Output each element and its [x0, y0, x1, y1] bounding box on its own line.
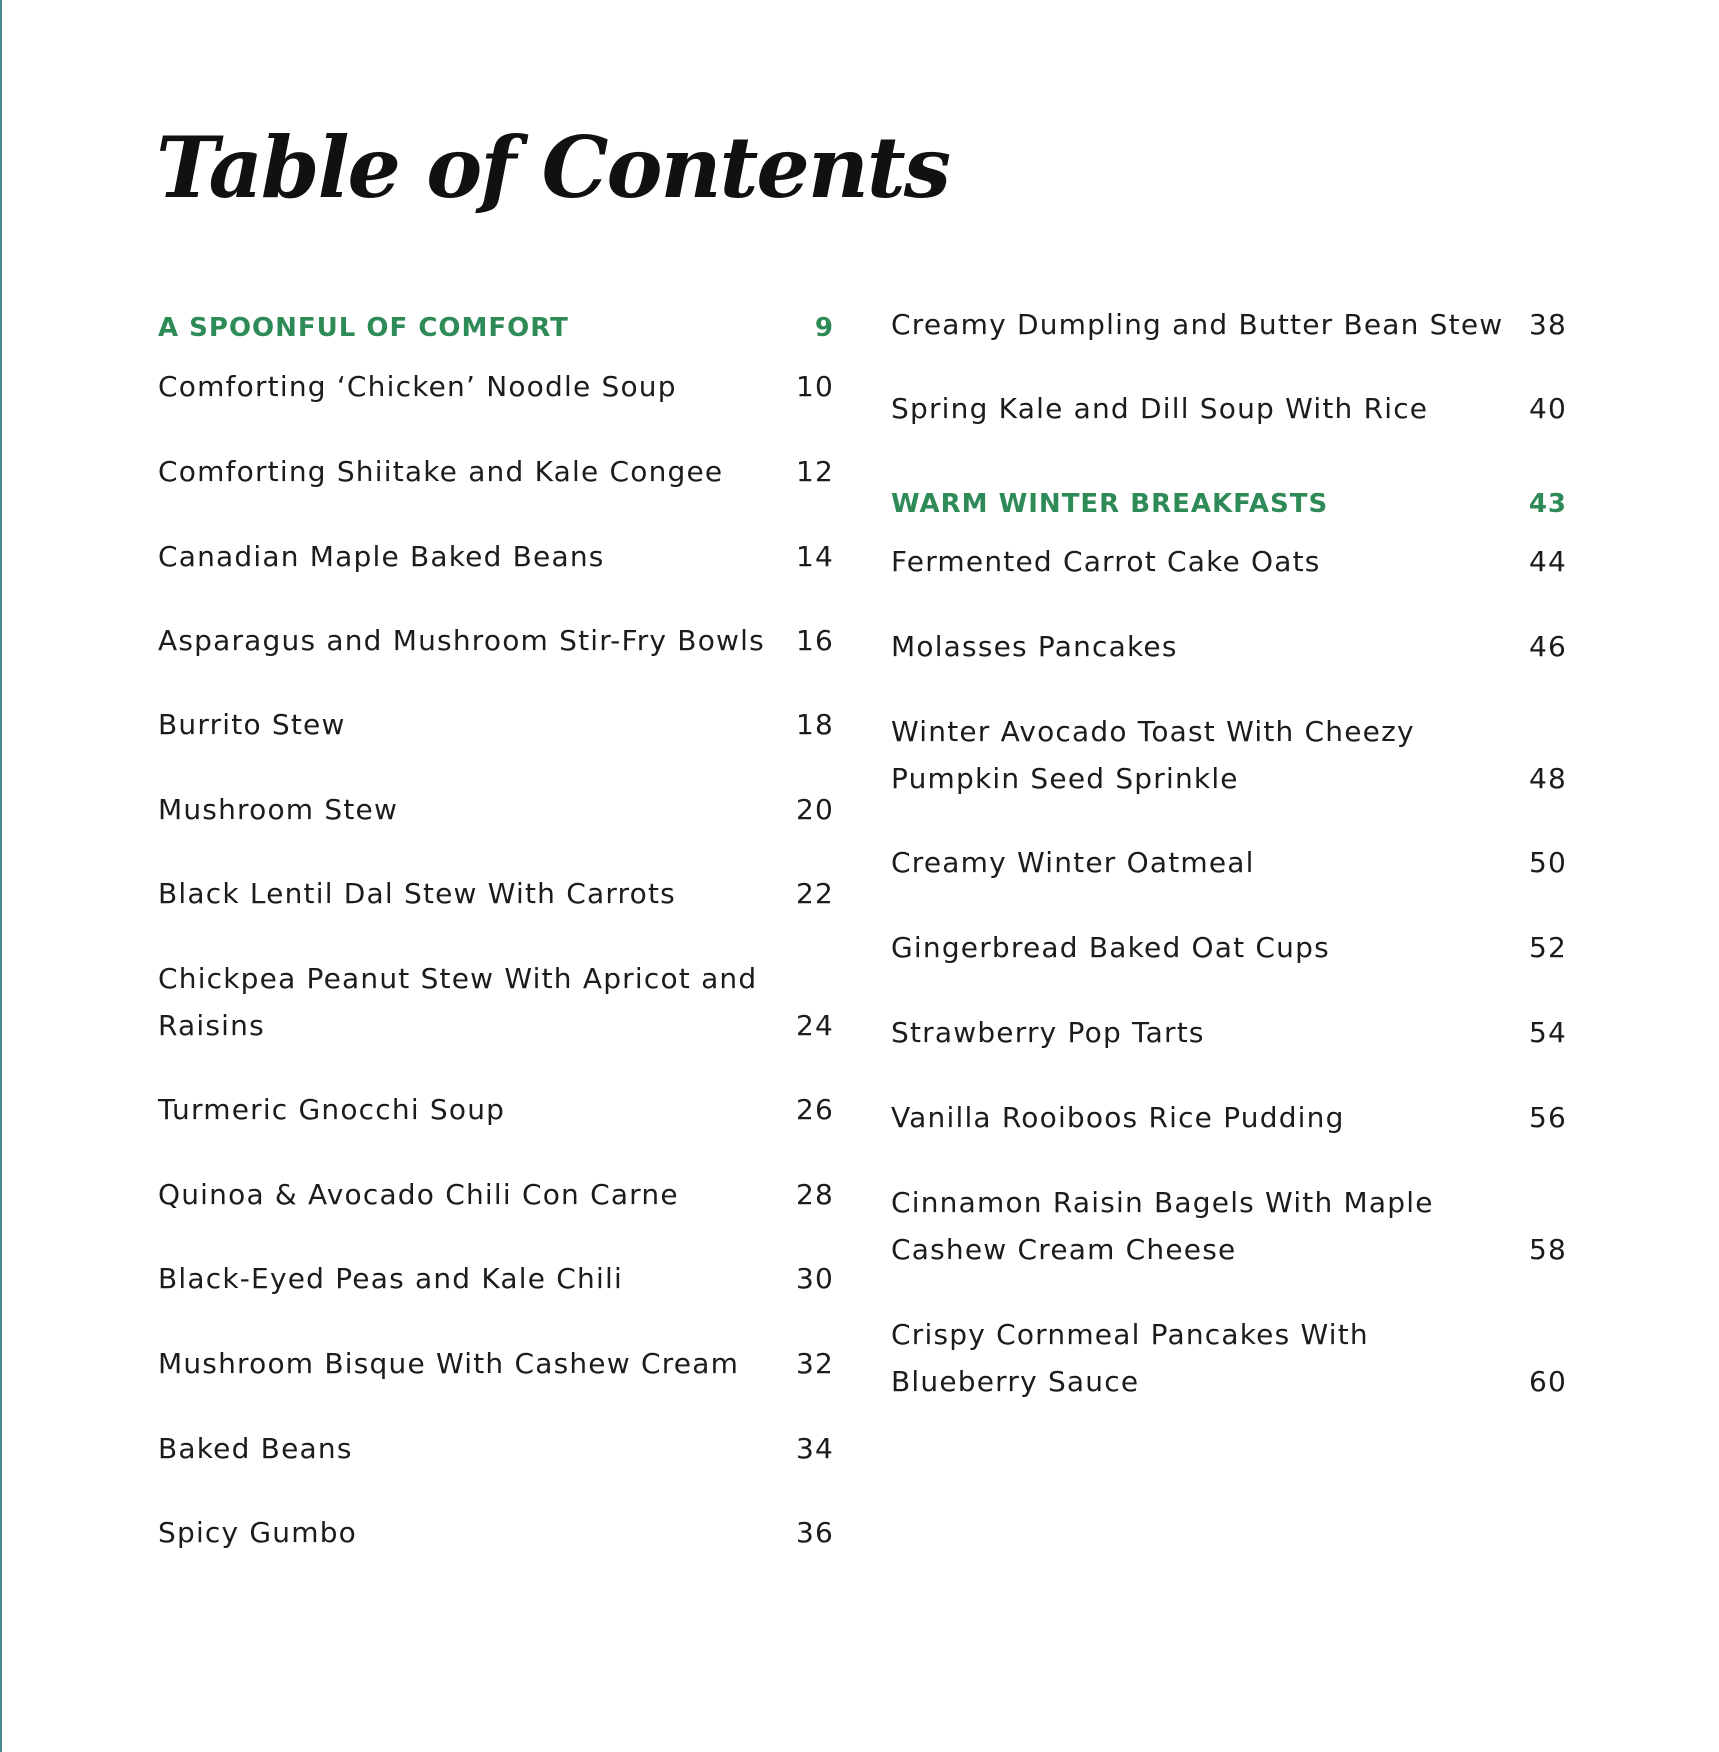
- toc-entry[interactable]: [158, 1086, 834, 1133]
- toc-entry-page: 32: [795, 1347, 834, 1380]
- toc-entry-page: 43: [1528, 489, 1567, 519]
- toc-entry[interactable]: [891, 385, 1567, 432]
- toc-entry-page: 20: [795, 793, 834, 826]
- toc-entry-page: 58: [1528, 1233, 1567, 1266]
- toc-entry[interactable]: [158, 448, 834, 495]
- toc-entry-page: 46: [1528, 630, 1567, 663]
- page-title: Table of Contents: [156, 118, 949, 217]
- toc-entry-page: 9: [814, 313, 834, 343]
- toc-entry[interactable]: [158, 1255, 834, 1302]
- toc-entry[interactable]: [158, 1340, 834, 1387]
- toc-entry-label: Cinnamon Raisin Bagels With Maple Cashew Cream Cheese: [891, 1186, 1434, 1266]
- toc-entry-label: Comforting ‘Chicken’ Noodle Soup: [158, 370, 677, 403]
- toc-entry-page: 56: [1528, 1101, 1567, 1134]
- toc-entry-page: 28: [795, 1178, 834, 1211]
- toc-entry[interactable]: [891, 1311, 1567, 1405]
- toc-entry-label: Molasses Pancakes: [891, 630, 1178, 663]
- toc-entry-page: 38: [1528, 308, 1567, 341]
- toc-entry-label: Baked Beans: [158, 1432, 353, 1465]
- toc-entry[interactable]: [158, 870, 834, 917]
- toc-entry-page: 50: [1528, 846, 1567, 879]
- toc-entry-label: Quinoa & Avocado Chili Con Carne: [158, 1178, 679, 1211]
- toc-entry-page: 16: [795, 624, 834, 657]
- toc-entry-label: Spring Kale and Dill Soup With Rice: [891, 392, 1429, 425]
- toc-entry[interactable]: [158, 955, 834, 1049]
- toc-entry[interactable]: [891, 924, 1567, 971]
- toc-entry-page: 60: [1528, 1365, 1567, 1398]
- toc-entry-label: Vanilla Rooiboos Rice Pudding: [891, 1101, 1345, 1134]
- toc-entry-page: 22: [795, 877, 834, 910]
- toc-entry-label: Strawberry Pop Tarts: [891, 1016, 1205, 1049]
- page-spine-edge: [0, 0, 2, 1752]
- toc-entry-label: Creamy Dumpling and Butter Bean Stew: [891, 308, 1504, 341]
- toc-entry-page: 30: [795, 1262, 834, 1295]
- toc-entry-label: Burrito Stew: [158, 708, 346, 741]
- toc-entry-page: 36: [795, 1516, 834, 1549]
- toc-entry-label: Black Lentil Dal Stew With Carrots: [158, 877, 676, 910]
- toc-entry-page: 12: [795, 455, 834, 488]
- toc-entry-page: 14: [795, 540, 834, 573]
- toc-entry-label: Gingerbread Baked Oat Cups: [891, 931, 1330, 964]
- toc-entry-label: Chickpea Peanut Stew With Apricot and Raisins: [158, 962, 758, 1042]
- toc-entry[interactable]: [891, 1179, 1567, 1273]
- toc-entry-label: Asparagus and Mushroom Stir-Fry Bowls: [158, 624, 765, 657]
- toc-entry[interactable]: [158, 701, 834, 748]
- toc-entry-label: Mushroom Bisque With Cashew Cream: [158, 1347, 740, 1380]
- toc-entry-label: WARM WINTER BREAKFASTS: [891, 489, 1329, 519]
- toc-entry[interactable]: [891, 1094, 1567, 1141]
- toc-entry[interactable]: [158, 363, 834, 410]
- toc-entry[interactable]: [891, 1009, 1567, 1056]
- toc-entry[interactable]: [158, 533, 834, 580]
- toc-entry-label: Crispy Cornmeal Pancakes With Blueberry Sauce: [891, 1318, 1369, 1398]
- toc-entry[interactable]: [891, 839, 1567, 886]
- toc-section-heading[interactable]: [891, 481, 1567, 528]
- toc-entry[interactable]: [891, 708, 1567, 802]
- toc-entry-label: Canadian Maple Baked Beans: [158, 540, 605, 573]
- toc-entry[interactable]: [891, 623, 1567, 670]
- toc-entry-page: 52: [1528, 931, 1567, 964]
- toc-entry[interactable]: [158, 1171, 834, 1218]
- toc-entry-page: 26: [795, 1093, 834, 1126]
- toc-entry-page: 48: [1528, 762, 1567, 795]
- toc-entry-page: 34: [795, 1432, 834, 1465]
- toc-entry-page: 44: [1528, 545, 1567, 578]
- toc-entry[interactable]: [891, 301, 1567, 348]
- toc-entry-label: Black-Eyed Peas and Kale Chili: [158, 1262, 623, 1295]
- toc-entry[interactable]: [158, 617, 834, 664]
- toc-entry-page: 10: [795, 370, 834, 403]
- toc-entry[interactable]: [158, 786, 834, 833]
- toc-entry-page: 54: [1528, 1016, 1567, 1049]
- toc-entry[interactable]: [158, 1425, 834, 1472]
- toc-section-heading[interactable]: [158, 305, 834, 352]
- toc-entry-label: Turmeric Gnocchi Soup: [158, 1093, 506, 1126]
- toc-entry[interactable]: [158, 1509, 834, 1556]
- toc-entry-page: 18: [795, 708, 834, 741]
- toc-entry-label: Spicy Gumbo: [158, 1516, 358, 1549]
- toc-entry-label: Mushroom Stew: [158, 793, 399, 826]
- toc-entry[interactable]: [891, 538, 1567, 585]
- toc-entry-label: Comforting Shiitake and Kale Congee: [158, 455, 724, 488]
- toc-entry-label: Winter Avocado Toast With Cheezy Pumpkin Seed Sprinkle: [891, 715, 1415, 795]
- toc-entry-page: 40: [1528, 392, 1567, 425]
- toc-entry-label: Creamy Winter Oatmeal: [891, 846, 1255, 879]
- toc-entry-page: 24: [795, 1009, 834, 1042]
- toc-entry-label: Fermented Carrot Cake Oats: [891, 545, 1321, 578]
- toc-entry-label: A SPOONFUL OF COMFORT: [158, 313, 569, 343]
